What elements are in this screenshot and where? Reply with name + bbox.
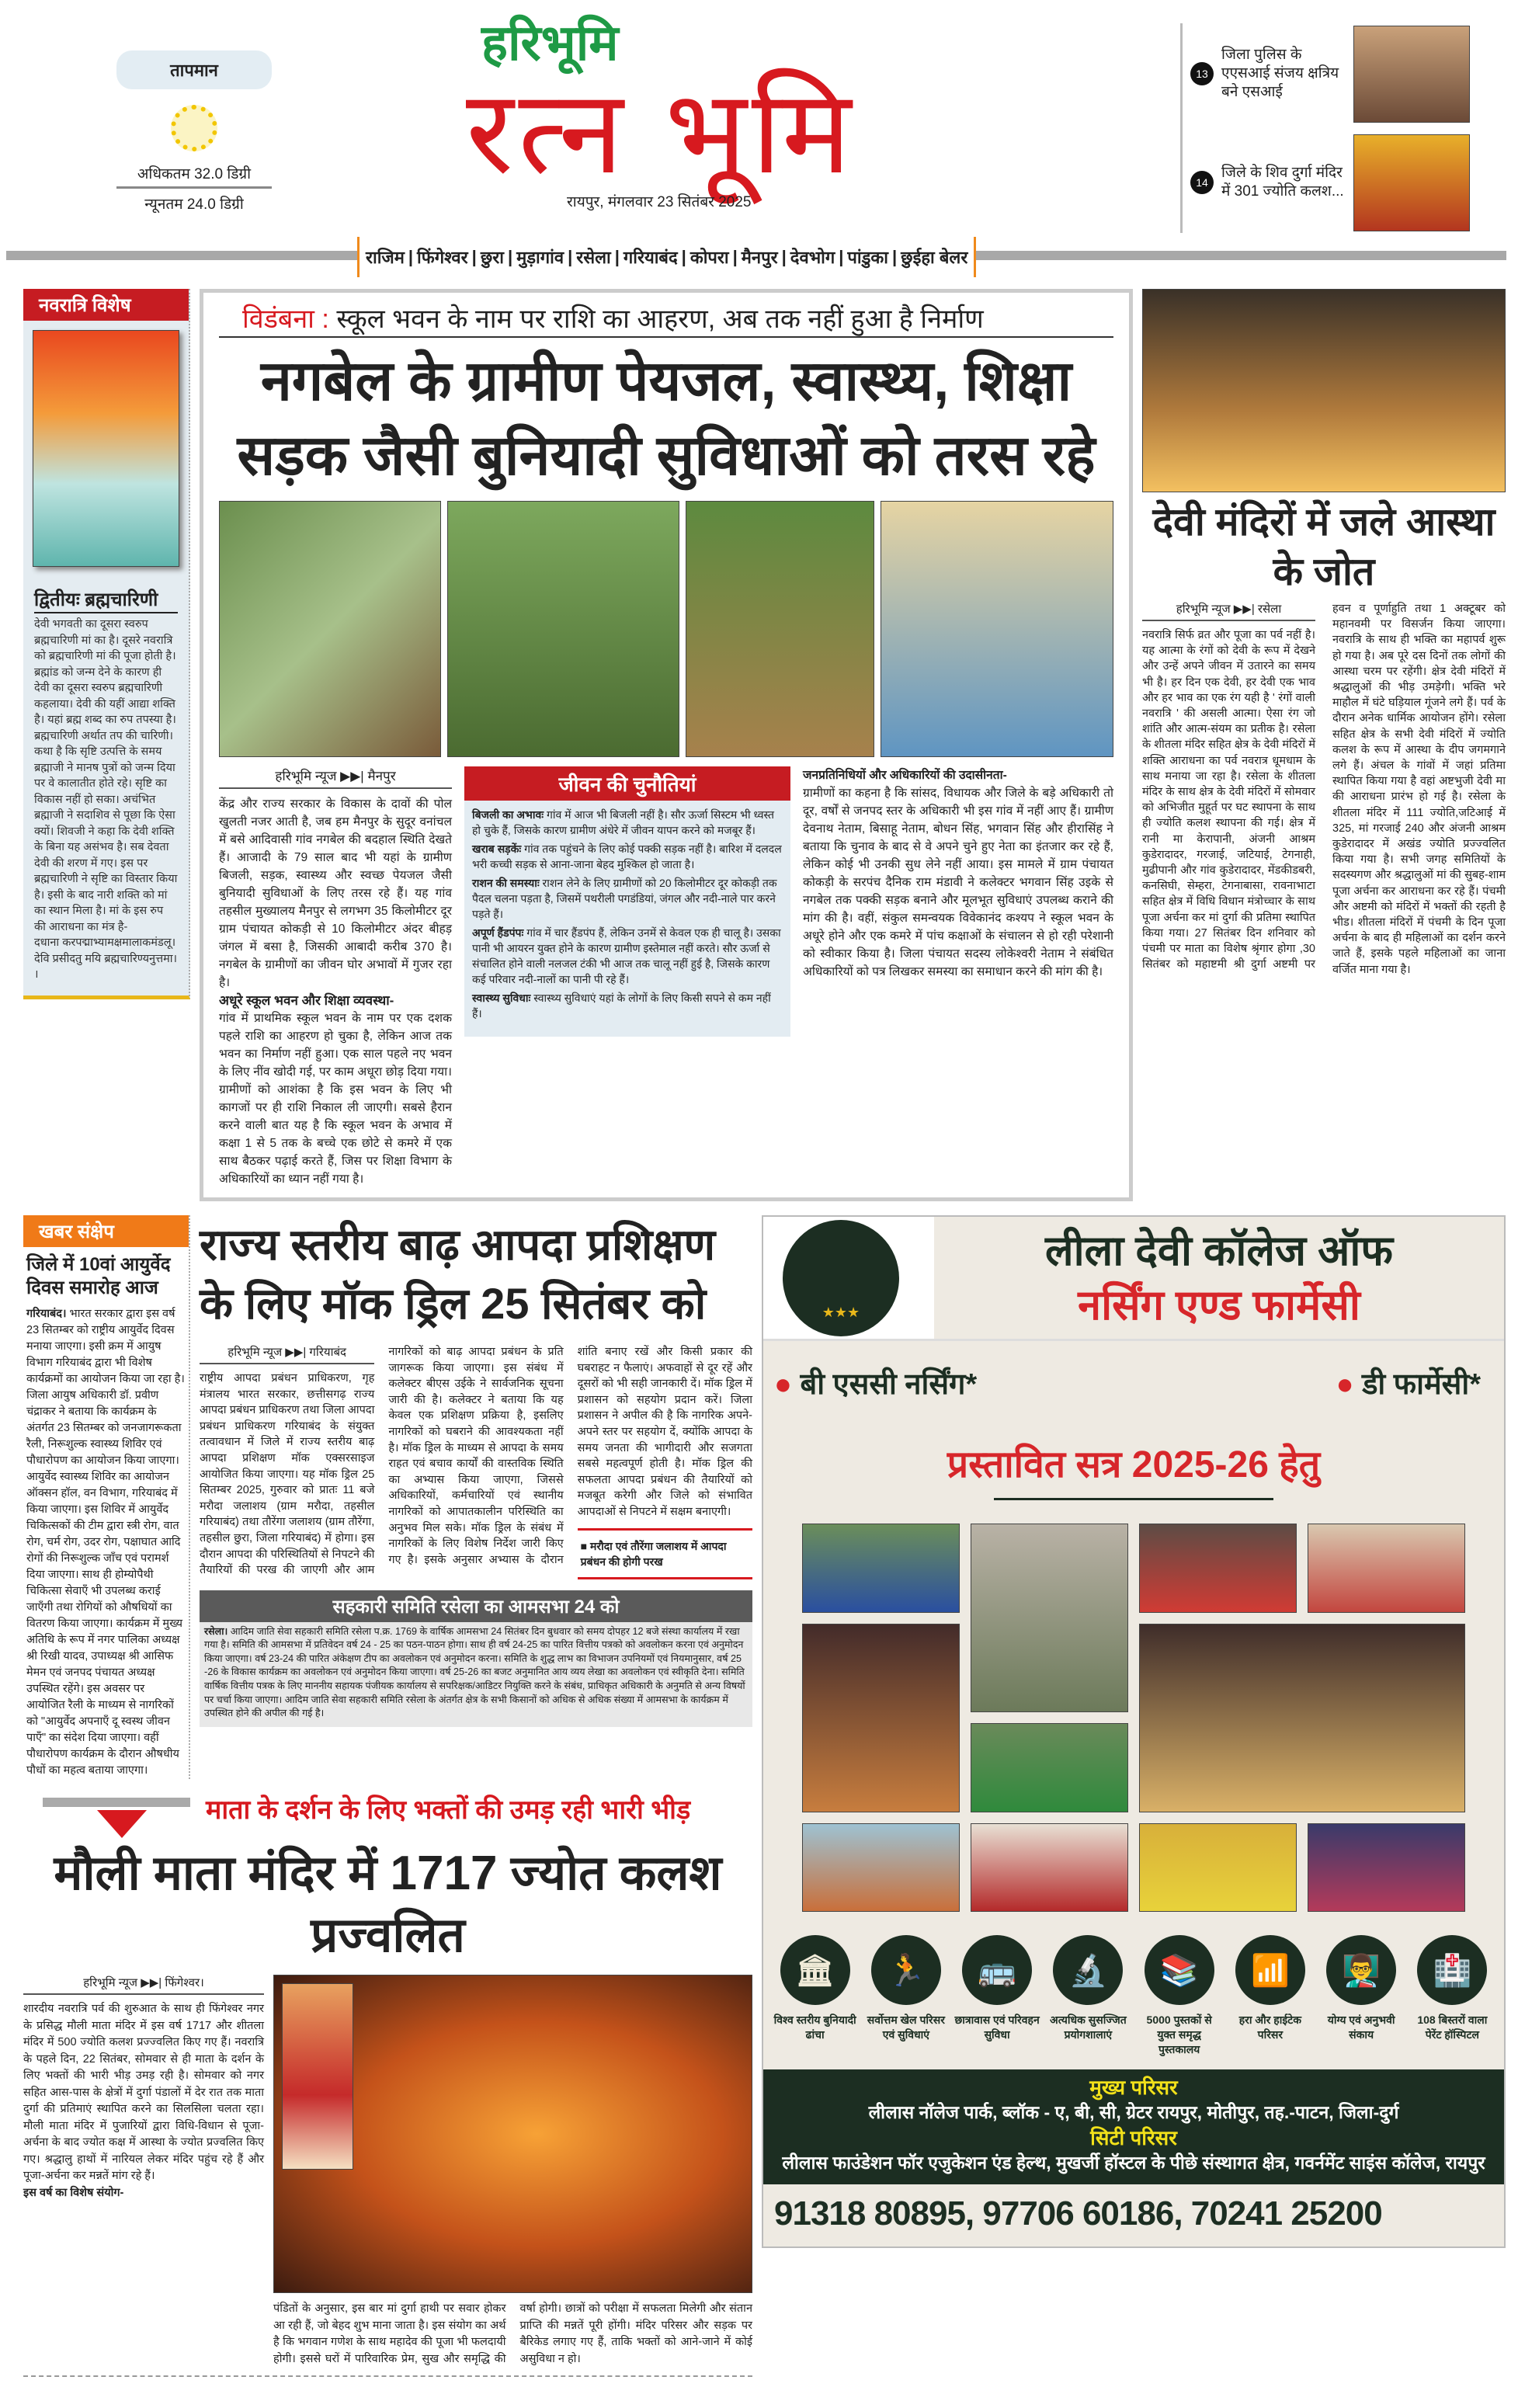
separator: |: [681, 247, 686, 266]
separator: |: [781, 247, 787, 266]
location-link[interactable]: राजिम: [366, 248, 405, 267]
separator: |: [732, 247, 738, 266]
paper-title: रत्न भूमि: [466, 67, 856, 197]
lamps-photo: [1142, 289, 1506, 492]
section-label: खबर संक्षेप: [23, 1215, 189, 1247]
separator: |: [891, 247, 898, 266]
byline-place: रसेला: [1257, 603, 1282, 616]
byline: हरिभूमि न्यूज ▶▶| मैनपुर: [219, 766, 452, 789]
drill-headline: राज्य स्तरीय बाढ़ आपदा प्रशिक्षण के लिए मॉक ड्रिल 25 सितंबर को: [200, 1220, 716, 1328]
challenge-text: गांव में चार हैंडपंप हैं, लेकिन उनमें से केवल एक ही चालू है। उसका पानी भी आयरन युक्त होने के कारण ग्रामीण इस्तेमाल नहीं करते। सौर ऊर्जा से संचालित होने वाली नलजल टंकी भी आज तक चालू नहीं हुई है, जिसके कारण कई परिवार नदी-नालों का पानी पी रहे हैं।: [472, 926, 781, 985]
feature-label: 108 बिस्तरों वाला पेरेंट हॉस्पिटल: [1417, 2014, 1488, 2041]
ad-address-panel: [763, 2069, 1504, 2184]
course-label: डी फार्मेसी*: [1362, 1368, 1481, 1401]
group-photo: [1139, 1823, 1297, 1913]
lead-kicker: [219, 302, 1113, 338]
feature-item: [1407, 1935, 1498, 2042]
challenge-text: राशन लेने के लिए ग्रामीणों को 20 किलोमीटर दूर कोकड़ी तक पैदल चलना पड़ता है, जिसमें पथरीली पगडंडियां, जंगल और नदी-नाले पार करने पड़ते हैं।: [472, 877, 777, 920]
min-temp: न्यूनतम 24.0 डिग्री: [144, 196, 244, 213]
brief-place: गरियाबंद।: [26, 1308, 67, 1320]
lead-headline: नगबेल के ग्रामीण पेयजल, स्वास्थ्य, शिक्षा सड़क जैसी बुनियादी सुविधाओं को तरस रहे: [237, 350, 1096, 487]
ad-divider: [994, 1498, 1273, 1500]
mauli-para2: पंडितों के अनुसार, इस बार मां दुर्गा हाथी पर सवार होकर आ रही हैं, जो बेहद शुभ माना जाता है। इस संयोग का अर्थ है कि भगवान गणेश के साथ महादेव की पूजा भी फलदायी होगी। इससे घरों में पारिवारिक प्रेम, सुख और समृद्धि की वर्षा होगी। छात्रों को परीक्षा में सफलता मिलेगी और संतान प्राप्ति की मन्नतें पूरी होंगी। मंदिर परिसर और सड़क पर बैरिकेड लगाए गए हैं, ताकि भक्तों को आने-जाने में कोई असुविधा न हो।: [273, 2302, 752, 2365]
ad-title-1: लीला देवी कॉलेज ऑफ: [1045, 1227, 1393, 1274]
feature-item: [1043, 1935, 1134, 2042]
location-link[interactable]: रसेला: [576, 248, 611, 267]
lead-para2: गांव में प्राथमिक स्कूल भवन के नाम पर एक दशक पहले राशि का आहरण हो चुका है, लेकिन आज तक भवन का निर्माण नहीं हुआ। एक साल पहले नए भवन के लिए नींव खोदी गई, पर काम अधूरा छोड़ दिया गया। ग्रामीणों को आशंका है कि इस भवन के लिए भी कागजों पर ही राशि निकाल ली जाएगी। सबसे हैरान करने वाली बात यह है कि स्कूल भवन के अभाव में कक्षा 1 से 5 तक के बच्चे एक छोटे से कमरे में एक साथ बैठकर पढ़ाई करते हैं, जिस पर शिक्षा विभाग के अधिकारियों का ध्यान नहीं गया है।: [219, 1012, 452, 1186]
lab-photo: [971, 1823, 1128, 1913]
location-link[interactable]: मुड़ागांव: [516, 248, 564, 267]
challenge-key: खराब सड़केंः: [472, 843, 522, 855]
feature-label: सर्वोत्तम खेल परिसर एवं सुविधाएं: [867, 2014, 945, 2041]
byline-source: हरिभूमि न्यूज: [83, 1976, 138, 1989]
feature-label: छात्रावास एवं परिवहन सुविधा: [954, 2014, 1040, 2041]
campus-photo: [971, 1524, 1128, 1712]
samiti-headline: सहकारी समिति रसेला का आमसभा 24 को: [200, 1590, 752, 1622]
ad-features: [769, 1935, 1498, 2057]
challenges-list: [464, 801, 790, 1030]
runner-icon: 🏃: [871, 1935, 941, 2005]
classroom-photo: [881, 501, 1113, 757]
villagers-photo: [447, 501, 680, 757]
location-bar: [357, 237, 976, 277]
byline: हरिभूमि न्यूज ▶▶| फिंगेश्वर।: [23, 1975, 264, 1995]
challenges-title: जीवन की चुनौतियां: [464, 766, 790, 801]
building-icon: 🏛: [780, 1935, 850, 2005]
challenge-text: गांव में आज भी बिजली नहीं है। सौर ऊर्जा सिस्टम भी ध्वस्त हो चुके हैं, जिसके कारण ग्रामीण अंधेरे में जीवन यापन करने को मजबूर हैं।: [472, 808, 774, 836]
main-campus-label: मुख्य परिसर: [1089, 2076, 1178, 2099]
pullquote-text: मरौदा एवं तौरेंगा जलाशय में आपदा प्रबंधन की होगी परख: [580, 1539, 727, 1568]
challenge-item: [472, 925, 783, 987]
lead-para1: केंद्र और राज्य सरकार के विकास के दावों की पोल खुलती नजर आती है, जब हम मैनपुर के सुदूर वनांचल में बसे आदिवासी गांव नगबेल की बदहाल स्थिति देखते हैं। आजादी के 79 साल बाद भी यहां के ग्रामीण बिजली, सड़क, स्वास्थ्य और स्वच्छ पेयजल जैसी बुनियादी सुविधाओं के लिए तरस रहे हैं। यह गांव तहसील मुख्यालय मैनपुर से लगभग 35 किलोमीटर दूर ग्राम पंचायत कोकड़ी से 10 किलोमीटर अंदर बीहड़ जंगल में बसा है, जिसकी आबादी करीब 370 है। नगबेल के ग्रामीणों का जीवन घोर अभावों में गुजर रहा है।: [219, 797, 452, 989]
bus-icon: 🚌: [962, 1935, 1032, 2005]
college-ad[interactable]: [762, 1215, 1506, 2248]
sports-photo: [802, 1823, 960, 1913]
sun-icon: [171, 105, 217, 151]
location-link[interactable]: देवभोग: [790, 248, 835, 267]
teaser-photo: [1353, 26, 1470, 123]
mauli-kicker: माता के दर्शन के लिए भक्तों की उमड़ रही भारी भीड़: [206, 1795, 691, 1825]
lead-subhead: जनप्रतिनिधियों और अधिकारियों की उदासीनता-: [803, 769, 1007, 782]
lead-story: [200, 289, 1133, 1201]
separator: |: [471, 247, 477, 266]
lead-subhead: अधूरे स्कूल भवन और शिक्षा व्यवस्था-: [219, 993, 394, 1008]
separator: |: [614, 247, 620, 266]
navratri-special: [23, 289, 190, 999]
challenge-key: बिजली का अभावः: [472, 808, 544, 821]
feature-label: 5000 पुस्तकों से युक्त समृद्ध पुस्तकालय: [1146, 2014, 1212, 2055]
separator: |: [507, 247, 513, 266]
kicker-label: विडंबना :: [242, 304, 329, 334]
hospital-icon: 🏥: [1417, 1935, 1487, 2005]
teaser-item[interactable]: [1183, 132, 1506, 233]
chevron-icon: [43, 1798, 190, 1807]
students-photo: [1308, 1524, 1465, 1613]
kicker-text: स्कूल भवन के नाम पर राशि का आहरण, अब तक नहीं हुआ है निर्माण: [336, 304, 984, 334]
location-link[interactable]: फिंगेश्वर: [417, 248, 468, 267]
teaser-item[interactable]: [1183, 23, 1506, 124]
challenge-key: अपूर्ण हैंडपंपः: [472, 926, 524, 939]
byline-source: हरिभूमि न्यूज: [228, 1346, 283, 1359]
forest-road-photo: [219, 501, 441, 757]
students-photo: [1139, 1524, 1297, 1613]
feature-label: हरा और हाईटेक परिसर: [1238, 2014, 1302, 2041]
students-photo: [802, 1524, 960, 1613]
lead-photos: [219, 501, 1113, 757]
challenges-box: [464, 766, 790, 1037]
teaser-text: जिला पुलिस के एएसआई संजय क्षत्रिय बने एसआई: [1221, 47, 1339, 100]
feature-item: [1134, 1935, 1224, 2057]
samiti-place: रसेला।: [204, 1625, 228, 1637]
dateline: रायपुर, मंगलवार 23 सितंबर 2025: [567, 194, 752, 210]
college-logo: ★★★: [783, 1220, 899, 1336]
drill-story: [200, 1215, 752, 1579]
feature-label: विश्व स्तरीय बुनियादी ढांचा: [773, 2014, 856, 2041]
weather-label: तापमान: [116, 50, 272, 89]
teacher-icon: 👨‍🏫: [1326, 1935, 1396, 2005]
course-bsc-nursing: ● बी एससी नर्सिंग*: [774, 1368, 978, 1401]
microscope-icon: 🔬: [1053, 1935, 1123, 2005]
section-label: नवरात्रि विशेष: [23, 289, 189, 321]
course-d-pharmacy: ● डी फार्मेसी*: [1336, 1368, 1481, 1401]
navratri-mantra: दधाना करपद्माभ्यामक्षमालाकमंडलू। देवि प्रसीदतु मयि ब्रह्मचारिण्यनुत्तमा।।: [34, 936, 178, 981]
teaser-text: जिले के शिव दुर्गा मंदिर में 301 ज्योति कलश...: [1221, 165, 1344, 200]
goddess-idol-inset: [282, 1983, 353, 2170]
chevron-icon: [97, 1810, 147, 1838]
location-link[interactable]: कोपरा: [690, 248, 729, 267]
location-link[interactable]: गरियाबंद: [623, 248, 678, 267]
location-link[interactable]: छुईहा बेलर: [901, 248, 968, 267]
challenge-key: राशन की समस्याः: [472, 877, 540, 889]
group-photo: [1308, 1823, 1465, 1913]
feature-label: योग्य एवं अनुभवी संकाय: [1327, 2014, 1395, 2041]
mauli-para1: शारदीय नवरात्रि पर्व की शुरुआत के साथ ही फिंगेश्वर नगर के प्रसिद्ध मौली माता मंदिर में इस वर्ष 1717 और शीतला मंदिर में 500 ज्योति कलश प्रज्ज्वलित किए गए हैं। नवरात्रि के पहले दिन, 22 सितंबर, सोमवार से ही माता के दर्शन के लिए भक्तों की भारी भीड़ उमड़ रही है। सोमवार को नगर सहित आस-पास के क्षेत्रों में दुर्गा पंडालों में देर रात तक माता दुर्गा की प्रतिमाएं स्थापित करने का सिलसिला चलता रहा। मौली माता मंदिर में पुजारियों द्वारा विधि-विधान से पूजा-अर्चना के बाद ज्योत कक्ष में आस्था के ज्योत प्रज्वलित किए गए। श्रद्धालु हाथों में नारियल लेकर मंदिर पहुंच रहे हैं और पूजा-अर्चना कर मन्नतें मांग रहे हैं।: [23, 2003, 264, 2182]
masthead-logo: [466, 16, 1056, 211]
page-number-badge: 13: [1190, 62, 1214, 85]
feature-item: [860, 1935, 951, 2042]
temple-story: [1142, 289, 1506, 978]
mauli-headline: मौली माता मंदिर में 1717 ज्योत कलश प्रज्वलित: [54, 1847, 722, 1962]
byline-source: हरिभूमि न्यूज: [1176, 603, 1231, 616]
page-number-badge: 14: [1190, 171, 1214, 194]
challenge-text: स्वास्थ्य सुविधाएं यहां के लोगों के लिए किसी सपने से कम नहीं हैं।: [472, 992, 771, 1020]
temple-headline: देवी मंदिरों में जले आस्था के जोत: [1152, 500, 1495, 593]
jyot-kalash-photo: [273, 1975, 752, 2293]
challenge-key: स्वास्थ्य सुविधाः: [472, 992, 531, 1004]
brand-name: हरिभूमि: [481, 15, 619, 71]
books-icon: 📚: [1145, 1935, 1214, 2005]
challenge-item: [472, 875, 783, 922]
location-link[interactable]: छुरा: [480, 248, 504, 267]
ad-title-2: नर्सिंग एण्ड फार्मेसी: [1078, 1281, 1360, 1329]
byline-source: हरिभूमि न्यूज: [275, 769, 337, 784]
group-photo: [971, 1723, 1128, 1812]
navratri-text: देवी भगवती का दूसरा स्वरुप ब्रह्मचारिणी मां का है। दूसरे नवरात्रि को ब्रह्मचारिणी मां की पूजा होती है। ब्रह्मांड को जन्म देने के कारण ही देवी का दूसरा स्वरुप ब्रह्मचारिणी कहलाया। देवी की यहीं आद्या शक्ति है। यहां ब्रह्म शब्द का रुप तपस्या है। ब्रह्मचारिणी अर्थात तप की चारिणी। कथा है कि सृष्टि उत्पत्ति के समय ब्रह्माजी ने मानष पुत्रों को जन्म दिया पर वे कालातीत होते रहे। सृष्टि का विकास नहीं हो सका। अचंभित ब्रह्माजी ने सदाशिव से पूछा कि ऐसा क्यों। शिवजी ने कहा कि देवी शक्ति के बिना यह असंभव है। सब देवता देवी की शरण में गए। इस पर ब्रह्मचारिणी ने सृष्टि का विस्तार किया है। इसी के बाद नारी शक्ति को मां का स्थान मिला है। मां के इस रुप की आराधना का मंत्र है-: [34, 618, 178, 933]
feature-item: [769, 1935, 860, 2042]
temple-text: नवरात्रि सिर्फ व्रत और पूजा का पर्व नहीं है। यह आत्मा के रंगों को देवी के रूप में देखने और उन्हें अपने जीवन में उतारने का समय भी है। हर दिन एक देवी, हर देवी एक भाव और हर भाव का एक रंग यही है ' रंगों वाली नवरात्रि ' की असली आत्मा। ऐसा रंग जो शांति और आत्म-संयम का प्रतीक है। रसेला के शीतला मंदिर सहित क्षेत्र के देवी मंदिरों में शक्ति आराधना का पर्व नवरात्र धूमधाम के साथ मनाया जा रहा है। रसेला के शीतला मंदिर के साथ क्षेत्र के देवी मंदिरों में सोमवार को अभिजीत मुहूर्त पर घट स्थापना के साथ ही ज्योति कलश स्थापना की गई। क्षेत्र में रानी मा केरापानी, अंजनी आश्रम कुडेरादादर, गरजाई, जटियाई, टेगनाही, मुढीपानी और गांव कुडेरादादर, मेंडकीडबरी, कनसिघी, सेम्हरा, टेगनाबासा, रावनाभाटा सहित क्षेत्र में विधि विधान मंत्रोच्चार के साथ पूजा अर्चना कर मां दुर्गा की प्रतिमा स्थापित किया गया। 27 सितंबर दिन शनिवार को पंचमी पर माता का विशेष श्रृंगार होगा ,30 सितंबर को महाष्टमी श्री दुर्गा अष्टमी पर हवन व पूर्णाहुति तथा 1 अक्टूबर को महानवमी पर विसर्जन किया जाएगा। नवरात्रि के साथ ही भक्ति का महापर्व शुरू हो गया है। अब पूरे दस दिनों तक लोगों की आस्था चरम पर रहेंगी। क्षेत्र देवी मंदिरों में श्रद्धालुओं की भीड़ उमड़ेगी। भक्ति भरे माहौल में घंटे घड़ियाल गूंजने लगे हैं। पर्व के दौरान अनेक धार्मिक आयोजन होंगे। रसेला सहित क्षेत्र के सभी देवी मंदिरों में ज्योति कलश के रूप में आस्था के दीप जगमगाने लगे हैं। अंचल के गांवों में जहां प्रतिमा स्थापित किया गया है वहां अष्टभुजी देवी मा की आराधना प्रारंभ हो गई है। रसेला के शीतला मंदिर में 111 ज्योति,जटिआई में 325, मां गरजाई 240 और अंजनी आश्रम कुडेरादादर में अखंड ज्योति प्रज्ज्वलित किया गया है। सभी जगह समितियों के सदस्यगण और श्रद्धालुओं मां की सुबह-शाम पूजा अर्चना कर आराधना कर रहे हैं। पंचमी और अष्टमी को मंदिरों में भक्तों की रहती है भीड। शीतला मंदिरों में पंचमी के दिन पूजा अर्चना के बाद ही महिलाओं का दर्शन करने जाते हैं, इसके पहले महिलाओं का जाना वर्जित माना गया है।: [1142, 603, 1506, 976]
drill-pullquote: ■ मरौदा एवं तौरेंगा जलाशय में आपदा प्रबंधन की होगी परख: [578, 1528, 752, 1579]
brahmacharini-illustration: [33, 330, 179, 567]
lead-para3: ग्रामीणों का कहना है कि सांसद, विधायक और जिले के बड़े अधिकारी तो दूर, वर्षों से जनपद स्तर के अधिकारी भी इस गांव में नहीं आए हैं। ग्रामीण देवनाथ नेताम, बिसाहू नेताम, बोधन सिंह, भगवान सिंह और हीरासिंह ने बताया कि चुनाव के बाद से वे अपने चुने हुए नेता का इंतजार कर रहे हैं, लेकिन कोई भी उनकी सुध लेने नहीं आया। इस मामले में ग्राम पंचायत कोकड़ी के सरपंच दैनिक राम मंडावी ने कलेक्टर भगवान सिंह उइके से नगबेल तक पक्की सड़क बनाने और मूलभूत सुविधाएं उपलब्ध कराने की मांग की है। वहीं, संकुल समन्वयक विवेकानंद कश्यप ने स्कूल भवन के अधूरे होने और एक कमरे में पांच कक्षाओं के संचालन से हो रही परेशानी को स्वीकार किया है। जिला पंचायत सदस्य लोकेश्वरी नेताम ने संबंधित अधिकारियों को पत्र लिखकर समस्या का समाधान करने की मांग की है।: [803, 787, 1113, 978]
brief-text: भारत सरकार द्वारा इस वर्ष 23 सितम्बर को राष्ट्रीय आयुर्वेद दिवस मनाया जाएगा। इसी क्रम में आयुष विभाग गरियाबंद द्वारा भी विशेष कार्यक्रमों का आयोजन किया जा रहा है। जिला आयुष अधिकारी डॉ. प्रवीण चंद्राकर ने बताया कि कार्यक्रम के अंतर्गत 23 सितम्बर को जनजागरूकता रैली, निरूशुल्क स्वास्थ्य शिविर एवं पौधारोपण का आयोजन किया जाएगा। आयुर्वेद स्वास्थ्य शिविर का आयोजन ऑक्सन हॉल, वन विभाग, गरियाबंद में किया जाएगा। इस शिविर में आयुर्वेद चिकित्सकों की टीम द्वारा स्त्री रोग, वात रोग, चर्म रोग, उदर रोग, पक्षाघात आदि रोगों की निरूशुल्क जाँच एवं परामर्श दिया जाएगा। साथ ही होम्योपैथी चिकित्सा सेवाएँ भी उपलब्ध कराई जाएँगी तथा रोगियों को औषधियों का वितरण किया जाएगा। कार्यक्रम में मुख्य अतिथि के रूप में नगर पालिका अध्यक्ष श्री रिखी यादव, उपाध्यक्ष श्री आसिफ मेमन एवं जनपद पंचायत अध्यक्ष उपस्थित रहेंगे। इस अवसर पर आयोजित रैली के माध्यम से नागरिकों को "आयुर्वेद अपनाएँ दू स्वस्थ जीवन पाएँ" का संदेश दिया जाएगा। वहीं पौधारोपण कार्यक्रम के दौरान औषधीय पौधों का महत्व बताया जाएगा।: [26, 1308, 185, 1777]
mauli-story: [23, 1793, 752, 2377]
challenge-item: [472, 841, 783, 872]
brief-headline: जिले में 10वां आयुर्वेद दिवस समारोह आज: [26, 1254, 171, 1298]
event-photo: [802, 1624, 960, 1812]
woman-carrying-grass-photo: [686, 501, 874, 757]
ad-photo-grid: [802, 1524, 1465, 1912]
max-temp: अधिकतम 32.0 डिग्री: [116, 163, 272, 189]
separator: |: [568, 247, 573, 266]
byline: हरिभूमि न्यूज ▶▶| गरियाबंद: [200, 1344, 374, 1364]
byline-place: मैनपुर: [367, 769, 396, 784]
location-link[interactable]: मैनपुर: [741, 248, 778, 267]
event-photo: [1139, 1624, 1465, 1812]
teaser-photo: [1353, 134, 1470, 231]
navratri-heading: द्वितीयः ब्रह्मचारिणी: [34, 586, 178, 613]
feature-item: [952, 1935, 1043, 2042]
separator: |: [408, 247, 414, 266]
ad-phones[interactable]: 91318 80895, 97706 60186, 70241 25200: [774, 2194, 1382, 2233]
byline-place: गरियाबंद: [309, 1346, 347, 1359]
separator: |: [839, 247, 844, 266]
feature-label: अत्यधिक सुसज्जित प्रयोगशालाएं: [1050, 2014, 1127, 2041]
feature-item: [1316, 1935, 1407, 2042]
news-brief: [23, 1215, 190, 1779]
city-campus-label: सिटी परिसर: [1090, 2126, 1177, 2149]
drill-text: राष्ट्रीय आपदा प्रबंधन प्राधिकरण, गृह मंत्रालय भारत सरकार, छत्तीसगढ़ राज्य आपदा प्रबंधन प्राधिकरण तथा जिला आपदा प्रबंधन प्राधिकरण गरियाबंद के संयुक्त तत्वावधान में जिले में राज्य स्तरीय बाढ़ आपदा प्रशिक्षण मॉक एक्सरसाइज आयोजित किया जाएगा। यह मॉक ड्रिल 25 सितम्बर 2025, गुरुवार को प्रातः 11 बजे मरौदा जलाशय (ग्राम मरौदा, तहसील गरियाबंद) तथा तौरेंगा जलाशय (ग्राम तौरेंगा, तहसील छुरा, जिला गरियाबंद) में होगा। इस दौरान आपदा की परिस्थितियों से निपटने की तैयारियों की परख की जाएगी और आम नागरिकों को बाढ़ आपदा प्रबंधन के प्रति जागरूक किया जाएगा। इस संबंध में कलेक्टर बीएस उईके ने सार्वजनिक सूचना जारी की है। कलेक्टर ने बताया कि यह केवल एक प्रशिक्षण प्रक्रिया है, इसलिए नागरिकों को घबराने की आवश्यकता नहीं है। मॉक ड्रिल के माध्यम से आपदा के समय राहत एवं बचाव कार्यों की वास्तविक स्थिति का अभ्यास किया जाएगा, जिससे अधिकारियों, कर्मचारियों एवं स्थानीय नागरिकों को आपातकालीन परिस्थिति का अनुभव मिल सके। मॉक ड्रिल के संबंध में नागरिकों के लिए विशेष निर्देश जारी किए गए है। इसके अनुसार अभ्यास के दौरान शांति बनाए रखें और किसी प्रकार की घबराहट न फैलाएं। अफवाहों से दूर रहें और दूसरों को भी सही जानकारी दें। मॉक ड्रिल में प्रशासन को सहयोग प्रदान करें। जिला प्रशासन ने अपील की है कि नागरिक अपने-अपने स्तर पर सहयोग दें, क्योंकि आपदा के समय जनता की भागीदारी और सजगता सबसे महत्वपूर्ण होती है। मॉक ड्रिल की सफलता आपदा प्रबंधन की तैयारियों को मजबूत करेगी और जिले को संभावित आपदाओं से निपटने में सक्षम बनाएगी।: [200, 1346, 752, 1577]
challenge-item: [472, 990, 783, 1021]
teasers: [1180, 23, 1506, 233]
page-body: [23, 289, 1506, 2377]
feature-item: [1224, 1935, 1315, 2042]
challenge-item: [472, 807, 783, 838]
byline-place: फिंगेश्वर।: [165, 1976, 204, 1989]
samiti-notice: [200, 1590, 752, 1727]
challenge-text: गांव तक पहुंचने के लिए कोई पक्की सड़क नहीं है। बारिश में दलदल भरी कच्ची सड़क से आना-जाना बेहद मुश्किल हो जाता है।: [472, 843, 782, 870]
city-campus-address: लीलास फाउंडेशन फॉर एजुकेशन एंड हेल्थ, मुखर्जी हॉस्टल के पीछे संस्थागत क्षेत्र, गवर्नमेंट साइंस कॉलेज, रायपुर: [782, 2153, 1485, 2173]
ad-session: प्रस्तावित सत्र 2025-26 हेतु: [947, 1444, 1321, 1485]
weather-box: [116, 50, 272, 221]
wifi-icon: 📶: [1235, 1935, 1305, 2005]
location-link[interactable]: पांडुका: [847, 248, 888, 267]
main-campus-address: लीलास नॉलेज पार्क, ब्लॉक - ए, बी, सी, ग्रेटर रायपुर, मोतीपुर, तह.-पाटन, जिला-दुर्ग: [868, 2102, 1399, 2122]
mauli-subhead: इस वर्ष का विशेष संयोग-: [23, 2186, 124, 2199]
samiti-text: आदिम जाति सेवा सहकारी समिति रसेला प.क्र. 1769 के वार्षिक आमसभा 24 सितंबर दिन बुधवार को समय दोपहर 12 बजे संस्था कार्यालय में रखा गया है। समिति की आमसभा में प्रतिवेदन वर्ष 24 - 25 का पठन-पाठन होगा। साथ ही वर्ष 24-25 का पारित वित्तीय पत्रको को अवलोकन करना एवं अनुमोदन किया जाएगा। वर्ष 23-24 की पारित अंकेक्षण टीप का अवलोकन एवं अनुमोदन करना। समिति के शुद्ध लाभ का विभाजन उपनियमों एवं नियमानुसार, वर्ष 25 -26 के विकास कार्यक्रम का अवलोकन एवं अनुमोदन किया जाएगा। वर्ष 25-26 का बजट अनुमानित आय व्यय लेखा का अवलोकन एवं स्वीकृति देना। समिति वार्षिक वित्तीय पत्रक के लिए माननीय सहायक पंजीयक कार्यालय से सपरिक्षक/आडिटर नियुक्ति करने के संबंध, प्राधिकृत अधिकारी के अनुमति से अन्य विषयों पर चर्चा किया जाएगा। आदिम जाति सेवा सहकारी समिति रसेला के अंतर्गत क्षेत्र के सभी किसानों को अधिक से अधिक संख्या में आमसभा के कार्यक्रम में उपस्थित होने की अपील की गई है।: [204, 1625, 745, 1719]
byline: हरिभूमि न्यूज ▶▶| रसेला: [1142, 601, 1315, 621]
course-label: बी एससी नर्सिंग*: [800, 1368, 978, 1401]
